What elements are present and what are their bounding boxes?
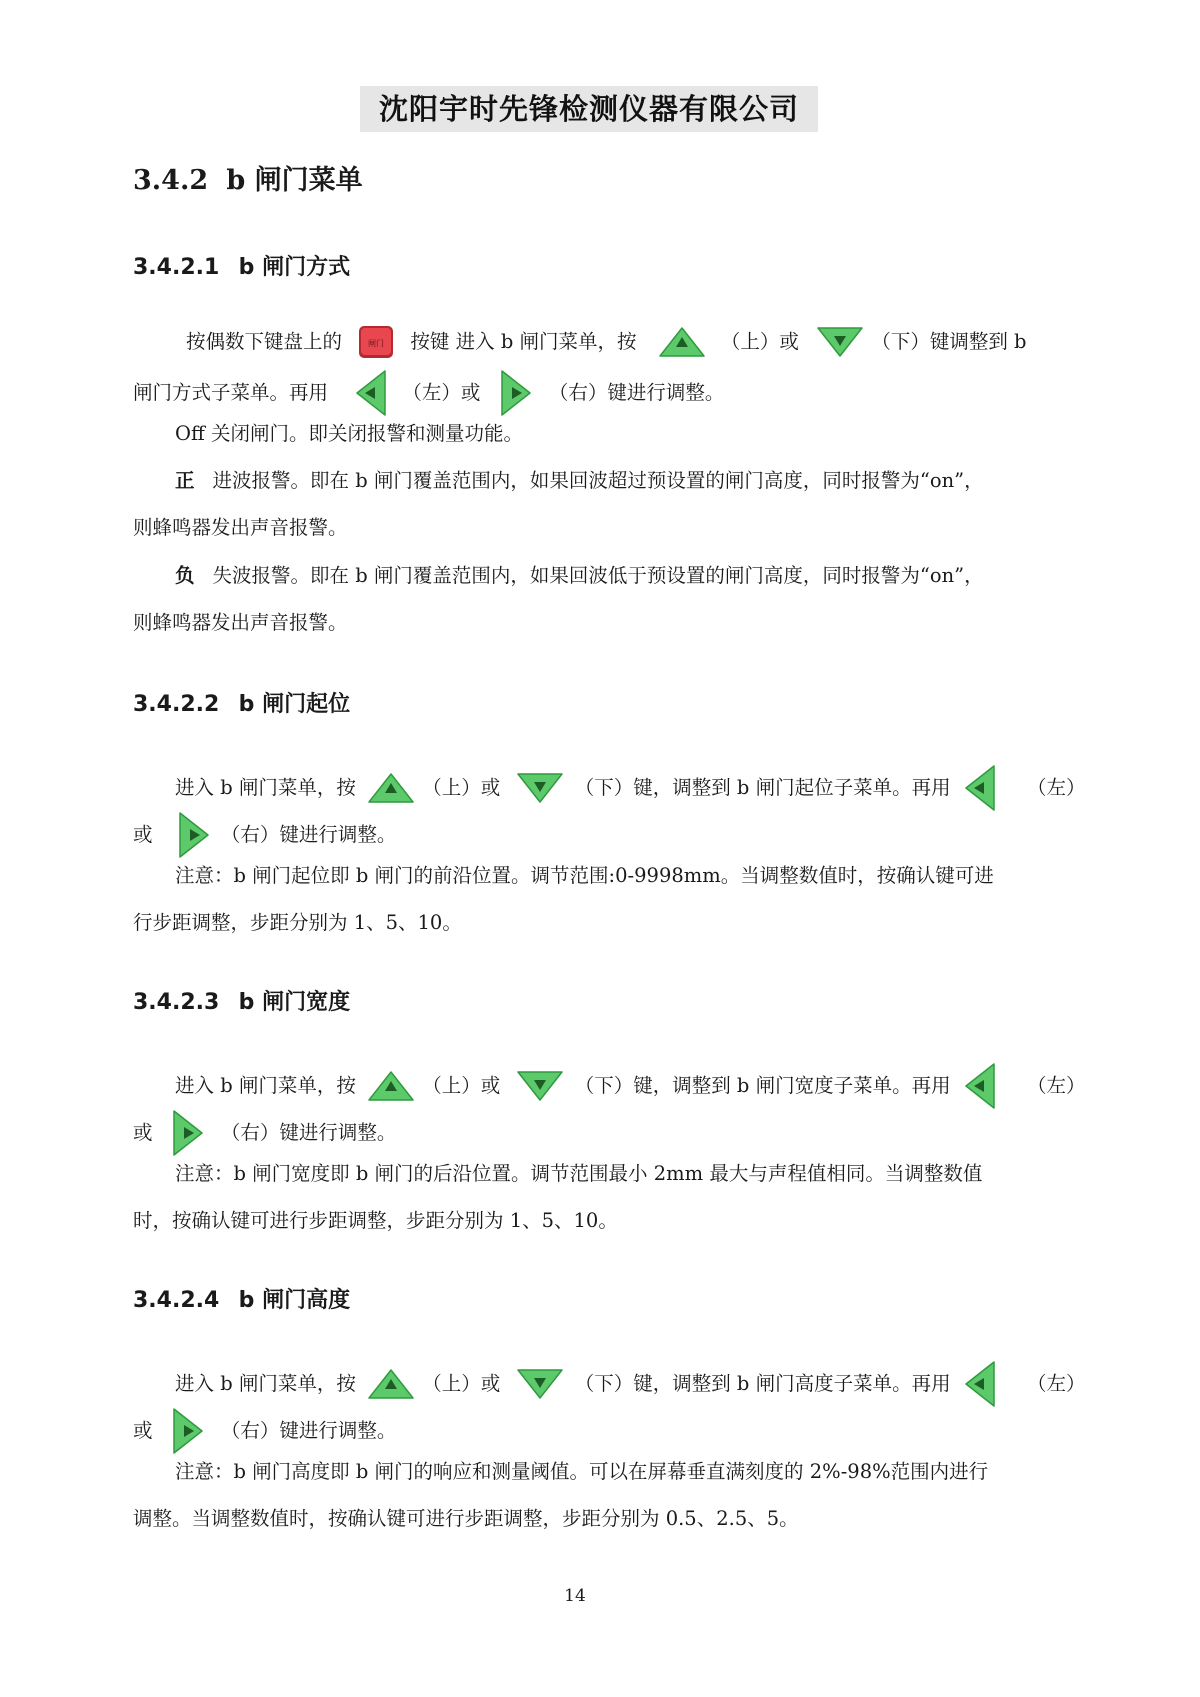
right-arrow-icon	[173, 1408, 203, 1454]
note-line: 注意：b 闸门起位即 b 闸门的前沿位置。调节范围:0-9998mm。当调整数值时，按确认键可进	[175, 864, 994, 887]
subsection-number: 3.4.2.4	[133, 1288, 220, 1313]
text: （左）	[1027, 776, 1086, 799]
subsection-number: 3.4.2.1	[133, 255, 220, 280]
subsection-heading-width	[133, 985, 350, 1016]
text: 或	[133, 823, 153, 846]
text: 按键 进入 b 闸门菜单，按	[410, 330, 637, 353]
text: 或	[133, 1419, 153, 1442]
left-arrow-icon	[965, 765, 995, 811]
paragraph-line	[133, 1110, 396, 1156]
subsection-number: 3.4.2.2	[133, 692, 220, 717]
up-arrow-icon	[368, 1369, 414, 1399]
up-arrow-icon	[368, 1071, 414, 1101]
text: （下）键，调整到 b 闸门起位子菜单。再用	[574, 776, 951, 799]
text: （上）或	[422, 1074, 501, 1097]
text: （下）键，调整到 b 闸门高度子菜单。再用	[574, 1372, 951, 1395]
right-arrow-icon	[501, 370, 531, 416]
left-arrow-icon	[965, 1063, 995, 1109]
section-number: 3.4.2	[133, 165, 209, 196]
left-arrow-icon	[356, 370, 386, 416]
negative-alarm-line	[175, 562, 984, 590]
page-number: 14	[564, 1586, 586, 1606]
down-arrow-icon	[817, 327, 863, 357]
text: （下）键，调整到 b 闸门宽度子菜单。再用	[574, 1074, 951, 1097]
text: 闸门方式子菜单。再用	[133, 381, 329, 404]
text: （下）键调整到 b	[871, 330, 1027, 353]
paragraph-line	[133, 370, 724, 416]
note-line: 注意：b 闸门高度即 b 闸门的响应和测量阈值。可以在屏幕垂直满刻度的 2%-98%范围内进行	[175, 1460, 989, 1483]
note-line: 调整。当调整数值时，按确认键可进行步距调整，步距分别为 0.5、2.5、5。	[133, 1507, 799, 1530]
subsection-number: 3.4.2.3	[133, 990, 220, 1015]
note-line: 行步距调整，步距分别为 1、5、10。	[133, 911, 462, 934]
text: 进入 b 闸门菜单，按	[175, 1372, 356, 1395]
section-heading	[133, 158, 363, 197]
text: （上）或	[422, 776, 501, 799]
text: （右）键进行调整。	[220, 1121, 397, 1144]
paragraph-line	[133, 812, 396, 858]
mode-label: 负	[175, 564, 195, 587]
note-line: 注意：b 闸门宽度即 b 闸门的后沿位置。调节范围最小 2mm 最大与声程值相同。当调整数值	[175, 1162, 983, 1185]
text: （右）键进行调整。	[548, 381, 725, 404]
text: （左）或	[402, 381, 481, 404]
positive-alarm-line	[175, 467, 984, 495]
text: （右）键进行调整。	[220, 823, 397, 846]
subsection-title: b 闸门高度	[238, 1288, 351, 1313]
down-arrow-icon	[517, 1071, 563, 1101]
left-arrow-icon	[965, 1361, 995, 1407]
up-arrow-icon	[368, 773, 414, 803]
text: （上）或	[720, 330, 799, 353]
subsection-heading-start	[133, 687, 350, 718]
text: （上）或	[422, 1372, 501, 1395]
subsection-heading-height	[133, 1283, 350, 1314]
right-arrow-icon	[173, 1110, 203, 1156]
gate-key-icon	[358, 325, 394, 359]
down-arrow-icon	[517, 1369, 563, 1399]
up-arrow-icon	[659, 327, 705, 357]
mode-label: 正	[175, 469, 195, 492]
subsection-title: b 闸门方式	[238, 255, 351, 280]
text: 进入 b 闸门菜单，按	[175, 776, 356, 799]
right-arrow-icon	[179, 812, 209, 858]
company-header: 沈阳宇时先锋检测仪器有限公司	[360, 86, 818, 132]
text: 或	[133, 1121, 153, 1144]
text: 按偶数下键盘上的	[186, 330, 343, 353]
text: （左）	[1027, 1074, 1086, 1097]
paragraph-line	[133, 1408, 396, 1454]
down-arrow-icon	[517, 773, 563, 803]
svg-text:闸门: 闸门	[368, 339, 385, 348]
subsection-heading-mode	[133, 250, 350, 281]
paragraph-line: 则蜂鸣器发出声音报警。	[133, 611, 348, 634]
paragraph-line	[175, 765, 1086, 811]
subsection-title: b 闸门起位	[238, 692, 351, 717]
off-description: Off 关闭闸门。即关闭报警和测量功能。	[175, 422, 524, 445]
paragraph-line	[175, 1361, 1086, 1407]
paragraph-line: 则蜂鸣器发出声音报警。	[133, 516, 348, 539]
text: （右）键进行调整。	[220, 1419, 397, 1442]
text: 进入 b 闸门菜单，按	[175, 1074, 356, 1097]
paragraph-line	[175, 1063, 1086, 1109]
section-title: b 闸门菜单	[226, 165, 363, 196]
text: （左）	[1027, 1372, 1086, 1395]
paragraph-line	[186, 325, 1027, 359]
subsection-title: b 闸门宽度	[238, 990, 351, 1015]
text: 进波报警。即在 b 闸门覆盖范围内，如果回波超过预设置的闸门高度，同时报警为“on”，	[212, 469, 984, 492]
note-line: 时，按确认键可进行步距调整，步距分别为 1、5、10。	[133, 1209, 618, 1232]
text: 失波报警。即在 b 闸门覆盖范围内，如果回波低于预设置的闸门高度，同时报警为“on”，	[212, 564, 984, 587]
